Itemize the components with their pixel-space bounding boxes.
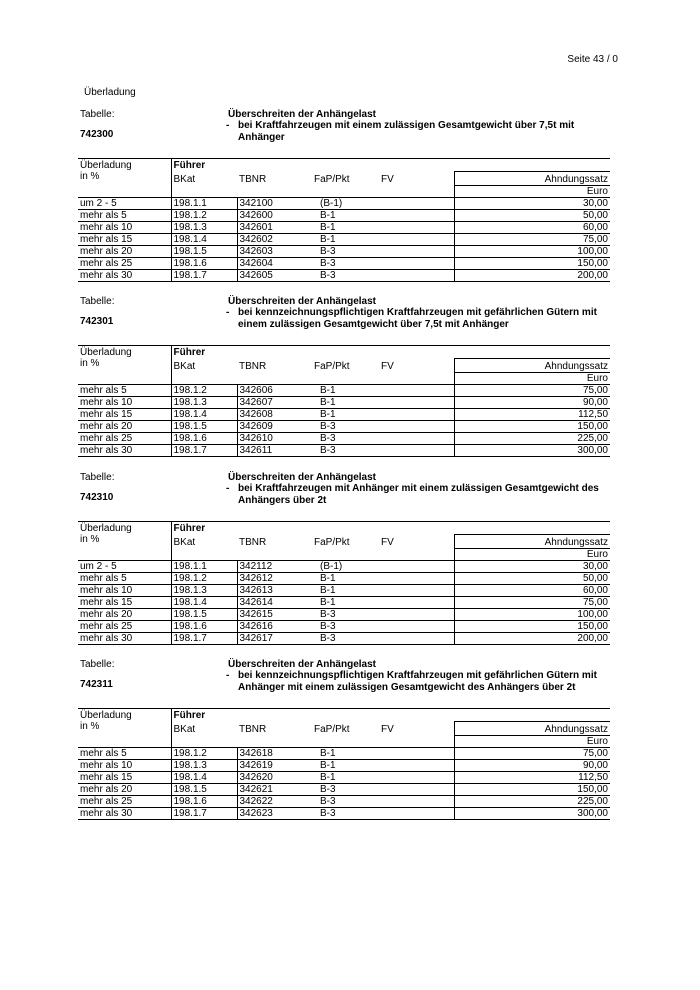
header-spacer [312, 549, 379, 561]
table-row [78, 433, 610, 445]
cell-bkat: 198.1.4 [171, 772, 237, 784]
header-fv: FV [379, 172, 454, 186]
cell-overload: mehr als 5 [78, 210, 171, 222]
section-header [78, 108, 610, 152]
header-tbnr: TBNR [239, 361, 267, 372]
cell-fv [379, 198, 454, 210]
cell-amount: 100,00 [454, 246, 610, 258]
cell-amount: 60,00 [454, 222, 610, 234]
cell-fv [379, 597, 454, 609]
header-bkat: BKat [173, 724, 196, 735]
header-spacer [171, 549, 237, 561]
cell-fv [379, 433, 454, 445]
header-overload-unit: in % [80, 171, 100, 182]
cell-tbnr: 342611 [237, 445, 312, 457]
cell-bkat: 198.1.7 [171, 270, 237, 282]
cell-bkat: 198.1.4 [171, 234, 237, 246]
cell-tbnr: 342610 [237, 433, 312, 445]
cell-bkat: 198.1.6 [171, 621, 237, 633]
cell-overload: mehr als 10 [78, 760, 171, 772]
cell-fv [379, 760, 454, 772]
header-fine: Ahndungssatz [454, 359, 610, 373]
header-currency: Euro [454, 373, 610, 385]
cell-tbnr: 342602 [237, 234, 312, 246]
cell-tbnr: 342100 [237, 198, 312, 210]
cell-bkat: 198.1.3 [171, 585, 237, 597]
header-spacer [379, 186, 454, 198]
fine-table-section [78, 658, 610, 820]
table-description [226, 670, 616, 694]
header-currency: Euro [454, 186, 610, 198]
cell-tbnr: 342615 [237, 609, 312, 621]
header-spacer [78, 373, 171, 385]
page-heading: Überladung [84, 87, 136, 98]
cell-amount: 150,00 [454, 421, 610, 433]
cell-amount: 30,00 [454, 561, 610, 573]
header-overload-unit: in % [80, 721, 100, 732]
header-overload [78, 522, 171, 549]
section-header [78, 295, 610, 339]
cell-bkat: 198.1.2 [171, 385, 237, 397]
cell-amount: 90,00 [454, 397, 610, 409]
cell-fv [379, 270, 454, 282]
cell-overload: um 2 - 5 [78, 198, 171, 210]
cell-overload: mehr als 20 [78, 784, 171, 796]
header-spacer [237, 373, 312, 385]
cell-fv [379, 621, 454, 633]
header-row-1 [78, 159, 610, 172]
fine-table [78, 521, 610, 645]
cell-bkat: 198.1.1 [171, 561, 237, 573]
cell-fap: B-3 [312, 609, 379, 621]
cell-fv [379, 784, 454, 796]
cell-fap: B-3 [312, 433, 379, 445]
bullet-dash: - [226, 483, 230, 494]
header-fap: FaP/Pkt [314, 361, 350, 372]
header-driver: Führer [171, 709, 610, 722]
cell-amount: 200,00 [454, 633, 610, 645]
header-currency: Euro [454, 549, 610, 561]
header-fap: FaP/Pkt [314, 537, 350, 548]
header-fv: FV [379, 535, 454, 549]
cell-fv [379, 385, 454, 397]
cell-tbnr: 342618 [237, 748, 312, 760]
table-row [78, 445, 610, 457]
cell-fv [379, 246, 454, 258]
table-id: 742311 [80, 679, 113, 690]
table-title: Überschreiten der Anhängelast [228, 472, 377, 483]
table-description [226, 120, 616, 144]
cell-overload: mehr als 25 [78, 621, 171, 633]
cell-bkat: 198.1.2 [171, 210, 237, 222]
table-label: Tabelle: [80, 109, 115, 120]
table-row [78, 397, 610, 409]
table-title: Überschreiten der Anhängelast [228, 659, 377, 670]
cell-fv [379, 573, 454, 585]
cell-tbnr: 342605 [237, 270, 312, 282]
header-row-3 [78, 186, 610, 198]
table-title: Überschreiten der Anhängelast [228, 296, 377, 307]
section-header [78, 658, 610, 702]
table-row [78, 270, 610, 282]
cell-bkat: 198.1.5 [171, 421, 237, 433]
table-label: Tabelle: [80, 296, 115, 307]
cell-tbnr: 342609 [237, 421, 312, 433]
header-bkat: BKat [173, 537, 196, 548]
header-fine: Ahndungssatz [454, 172, 610, 186]
bullet-dash: - [226, 120, 230, 131]
table-id: 742301 [80, 316, 114, 327]
cell-bkat: 198.1.7 [171, 633, 237, 645]
cell-amount: 112,50 [454, 772, 610, 784]
table-row [78, 772, 610, 784]
cell-tbnr: 342623 [237, 808, 312, 820]
cell-overload: mehr als 5 [78, 385, 171, 397]
description-line: bei Kraftfahrzeugen mit Anhänger mit einem zulässigen Gesamtgewicht des [238, 483, 599, 494]
fine-table [78, 345, 610, 457]
fine-table [78, 708, 610, 820]
cell-amount: 225,00 [454, 796, 610, 808]
table-row [78, 409, 610, 421]
cell-amount: 112,50 [454, 409, 610, 421]
cell-fap: B-3 [312, 796, 379, 808]
cell-tbnr: 342601 [237, 222, 312, 234]
cell-overload: mehr als 15 [78, 597, 171, 609]
cell-fap: B-1 [312, 409, 379, 421]
cell-fv [379, 421, 454, 433]
table-description [226, 307, 616, 331]
cell-overload: um 2 - 5 [78, 561, 171, 573]
cell-bkat: 198.1.5 [171, 246, 237, 258]
table-id: 742310 [80, 492, 114, 503]
header-fv: FV [379, 359, 454, 373]
cell-overload: mehr als 5 [78, 573, 171, 585]
table-row [78, 385, 610, 397]
cell-amount: 300,00 [454, 445, 610, 457]
cell-overload: mehr als 15 [78, 772, 171, 784]
cell-amount: 50,00 [454, 573, 610, 585]
cell-fap: B-3 [312, 621, 379, 633]
fine-table-section [78, 471, 610, 645]
cell-fv [379, 796, 454, 808]
cell-fap: B-1 [312, 573, 379, 585]
cell-tbnr: 342621 [237, 784, 312, 796]
cell-bkat: 198.1.5 [171, 609, 237, 621]
cell-fap: B-3 [312, 445, 379, 457]
cell-overload: mehr als 20 [78, 421, 171, 433]
cell-amount: 75,00 [454, 385, 610, 397]
cell-amount: 50,00 [454, 210, 610, 222]
fine-table-section [78, 108, 610, 282]
table-row [78, 234, 610, 246]
cell-bkat: 198.1.1 [171, 198, 237, 210]
cell-tbnr: 342613 [237, 585, 312, 597]
fine-table-section [78, 295, 610, 457]
cell-fap: B-1 [312, 760, 379, 772]
header-overload-label: Überladung [80, 347, 132, 358]
header-row-1 [78, 709, 610, 722]
table-row [78, 784, 610, 796]
header-spacer [237, 186, 312, 198]
cell-overload: mehr als 5 [78, 748, 171, 760]
cell-bkat: 198.1.2 [171, 573, 237, 585]
table-row [78, 609, 610, 621]
cell-tbnr: 342604 [237, 258, 312, 270]
header-overload-label: Überladung [80, 710, 132, 721]
header-spacer [171, 736, 237, 748]
table-row [78, 246, 610, 258]
table-row [78, 760, 610, 772]
table-row [78, 748, 610, 760]
header-tbnr: TBNR [239, 174, 267, 185]
description-line: bei kennzeichnungspflichtigen Kraftfahrzeugen mit gefährlichen Gütern mit [238, 307, 597, 318]
header-spacer [312, 373, 379, 385]
header-overload [78, 709, 171, 736]
cell-fap: B-1 [312, 397, 379, 409]
cell-amount: 200,00 [454, 270, 610, 282]
header-currency: Euro [454, 736, 610, 748]
cell-fap: B-3 [312, 258, 379, 270]
cell-fv [379, 210, 454, 222]
table-id: 742300 [80, 129, 114, 140]
cell-fap: B-3 [312, 784, 379, 796]
cell-amount: 150,00 [454, 258, 610, 270]
bullet-dash: - [226, 670, 230, 681]
header-spacer [379, 373, 454, 385]
cell-amount: 300,00 [454, 808, 610, 820]
table-row [78, 633, 610, 645]
header-bkat: BKat [173, 361, 196, 372]
header-spacer [171, 373, 237, 385]
cell-bkat: 198.1.6 [171, 796, 237, 808]
cell-overload: mehr als 25 [78, 433, 171, 445]
header-row-3 [78, 549, 610, 561]
table-row [78, 561, 610, 573]
table-row [78, 222, 610, 234]
cell-overload: mehr als 30 [78, 808, 171, 820]
cell-overload: mehr als 10 [78, 397, 171, 409]
cell-fap: B-3 [312, 633, 379, 645]
cell-amount: 75,00 [454, 597, 610, 609]
cell-tbnr: 342616 [237, 621, 312, 633]
cell-tbnr: 342608 [237, 409, 312, 421]
cell-fv [379, 222, 454, 234]
cell-tbnr: 342607 [237, 397, 312, 409]
cell-fv [379, 409, 454, 421]
cell-bkat: 198.1.6 [171, 433, 237, 445]
cell-bkat: 198.1.2 [171, 748, 237, 760]
cell-tbnr: 342112 [237, 561, 312, 573]
table-row [78, 258, 610, 270]
header-spacer [171, 186, 237, 198]
header-spacer [379, 736, 454, 748]
cell-tbnr: 342622 [237, 796, 312, 808]
cell-fap: (B-1) [312, 198, 379, 210]
cell-tbnr: 342600 [237, 210, 312, 222]
header-fv: FV [379, 722, 454, 736]
header-spacer [312, 186, 379, 198]
header-spacer [78, 736, 171, 748]
cell-overload: mehr als 25 [78, 258, 171, 270]
cell-fv [379, 585, 454, 597]
fine-table [78, 158, 610, 282]
cell-bkat: 198.1.4 [171, 597, 237, 609]
description-text [226, 670, 616, 694]
header-spacer [78, 186, 171, 198]
header-spacer [237, 549, 312, 561]
table-label: Tabelle: [80, 472, 115, 483]
cell-fv [379, 258, 454, 270]
table-row [78, 573, 610, 585]
cell-fap: B-1 [312, 748, 379, 760]
header-driver: Führer [171, 522, 610, 535]
description-text [226, 483, 616, 507]
cell-tbnr: 342606 [237, 385, 312, 397]
table-row [78, 808, 610, 820]
header-overload-label: Überladung [80, 523, 132, 534]
page-number: Seite 43 / 0 [567, 54, 618, 65]
cell-overload: mehr als 30 [78, 270, 171, 282]
header-fine: Ahndungssatz [454, 535, 610, 549]
bullet-dash: - [226, 307, 230, 318]
cell-fap: B-1 [312, 597, 379, 609]
cell-overload: mehr als 10 [78, 222, 171, 234]
cell-fv [379, 561, 454, 573]
cell-fv [379, 633, 454, 645]
cell-fv [379, 397, 454, 409]
table-row [78, 621, 610, 633]
header-row-3 [78, 736, 610, 748]
cell-bkat: 198.1.3 [171, 397, 237, 409]
cell-amount: 75,00 [454, 748, 610, 760]
cell-bkat: 198.1.3 [171, 760, 237, 772]
table-row [78, 198, 610, 210]
table-row [78, 585, 610, 597]
header-tbnr: TBNR [239, 724, 267, 735]
cell-overload: mehr als 15 [78, 234, 171, 246]
cell-fap: B-1 [312, 585, 379, 597]
cell-fap: B-3 [312, 808, 379, 820]
table-row [78, 421, 610, 433]
cell-amount: 100,00 [454, 609, 610, 621]
cell-fap: B-1 [312, 222, 379, 234]
cell-bkat: 198.1.3 [171, 222, 237, 234]
cell-fap: B-3 [312, 270, 379, 282]
cell-fv [379, 609, 454, 621]
cell-overload: mehr als 30 [78, 445, 171, 457]
cell-amount: 150,00 [454, 621, 610, 633]
cell-fv [379, 748, 454, 760]
header-spacer [78, 549, 171, 561]
cell-fv [379, 808, 454, 820]
cell-fap: (B-1) [312, 561, 379, 573]
cell-overload: mehr als 15 [78, 409, 171, 421]
cell-overload: mehr als 25 [78, 796, 171, 808]
cell-overload: mehr als 10 [78, 585, 171, 597]
cell-amount: 75,00 [454, 234, 610, 246]
header-overload-unit: in % [80, 358, 100, 369]
description-line: bei kennzeichnungspflichtigen Kraftfahrzeugen mit gefährlichen Gütern mit [238, 670, 597, 681]
cell-amount: 60,00 [454, 585, 610, 597]
cell-tbnr: 342612 [237, 573, 312, 585]
cell-tbnr: 342620 [237, 772, 312, 784]
description-line: Anhänger mit einem zulässigen Gesamtgewicht des Anhängers über 2t [238, 682, 576, 693]
cell-fap: B-1 [312, 385, 379, 397]
description-text [226, 120, 616, 144]
cell-fap: B-3 [312, 246, 379, 258]
header-overload-unit: in % [80, 534, 100, 545]
cell-bkat: 198.1.7 [171, 808, 237, 820]
header-bkat: BKat [173, 174, 196, 185]
cell-amount: 30,00 [454, 198, 610, 210]
description-line: bei Kraftfahrzeugen mit einem zulässigen Gesamtgewicht über 7,5t mit Anhänger [238, 120, 575, 143]
cell-bkat: 198.1.7 [171, 445, 237, 457]
section-header [78, 471, 610, 515]
table-title: Überschreiten der Anhängelast [228, 109, 377, 120]
description-line: einem zulässigen Gesamtgewicht über 7,5t mit Anhänger [238, 319, 509, 330]
cell-amount: 90,00 [454, 760, 610, 772]
cell-amount: 225,00 [454, 433, 610, 445]
description-text [226, 307, 616, 331]
cell-tbnr: 342619 [237, 760, 312, 772]
header-fap: FaP/Pkt [314, 174, 350, 185]
cell-bkat: 198.1.5 [171, 784, 237, 796]
header-overload [78, 346, 171, 373]
header-tbnr: TBNR [239, 537, 267, 548]
cell-amount: 150,00 [454, 784, 610, 796]
header-driver: Führer [171, 159, 610, 172]
description-line: Anhängers über 2t [238, 495, 327, 506]
table-description [226, 483, 616, 507]
cell-fap: B-1 [312, 234, 379, 246]
cell-fv [379, 772, 454, 784]
cell-fv [379, 445, 454, 457]
table-row [78, 210, 610, 222]
header-row-3 [78, 373, 610, 385]
header-fap: FaP/Pkt [314, 724, 350, 735]
header-spacer [237, 736, 312, 748]
cell-fap: B-3 [312, 421, 379, 433]
cell-bkat: 198.1.6 [171, 258, 237, 270]
cell-tbnr: 342617 [237, 633, 312, 645]
cell-fv [379, 234, 454, 246]
cell-overload: mehr als 30 [78, 633, 171, 645]
cell-tbnr: 342603 [237, 246, 312, 258]
table-row [78, 597, 610, 609]
cell-bkat: 198.1.4 [171, 409, 237, 421]
header-spacer [379, 549, 454, 561]
header-spacer [312, 736, 379, 748]
header-driver: Führer [171, 346, 610, 359]
header-row-1 [78, 346, 610, 359]
table-label: Tabelle: [80, 659, 115, 670]
header-overload-label: Überladung [80, 160, 132, 171]
cell-fap: B-1 [312, 210, 379, 222]
cell-tbnr: 342614 [237, 597, 312, 609]
header-fine: Ahndungssatz [454, 722, 610, 736]
header-overload [78, 159, 171, 186]
table-row [78, 796, 610, 808]
cell-fap: B-1 [312, 772, 379, 784]
cell-overload: mehr als 20 [78, 609, 171, 621]
header-row-1 [78, 522, 610, 535]
cell-overload: mehr als 20 [78, 246, 171, 258]
